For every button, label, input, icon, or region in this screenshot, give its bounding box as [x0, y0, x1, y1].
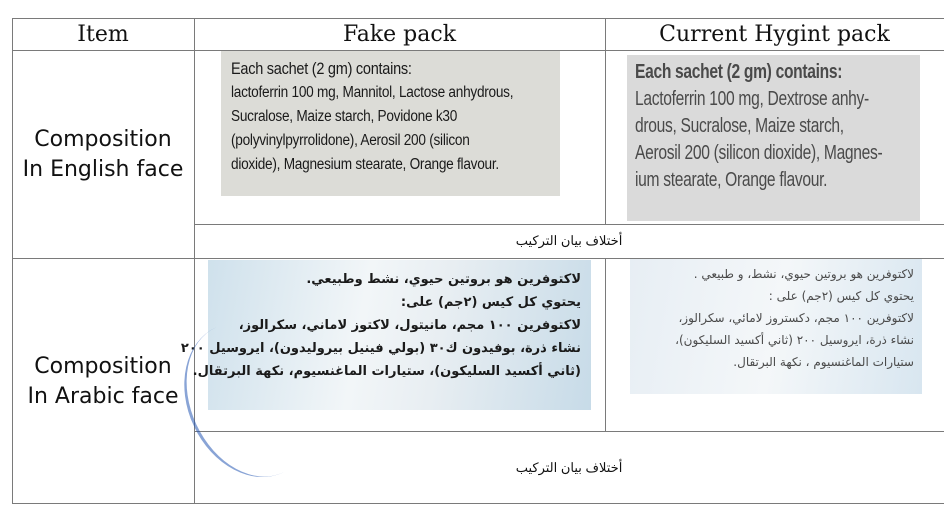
current-pack-english-image [627, 55, 920, 221]
current-pack-arabic-image [630, 259, 922, 394]
header-item: Item [77, 22, 129, 47]
fake-english-line: Each sachet (2 gm) contains: [231, 60, 412, 78]
current-english-line: Each sachet (2 gm) contains: [635, 61, 843, 83]
header-fake-pack: Fake pack [342, 22, 457, 47]
fake-pack-english-image [221, 51, 560, 196]
row-label-arabic-line2: In Arabic face [27, 383, 179, 409]
fake-english-line: dioxide), Magnesium stearate, Orange flavour. [231, 156, 499, 173]
current-arabic-line: نشاء ذرة، ايروسيل ٢٠٠ (ثاني أكسيد السليكون)، [675, 333, 914, 347]
current-english-line: ium stearate, Orange flavour. [635, 169, 828, 191]
fake-arabic-line: نشاء ذرة، بوفيدون ك٣٠ (بولي فينيل بيروليدون)، ايروسيل ٢٠٠ [180, 341, 581, 356]
current-arabic-line: لاكتوفرين هو بروتين حيوي، نشط، و طبيعي . [693, 267, 914, 281]
header-current-pack: Current Hygint pack [659, 22, 890, 47]
current-english-line: Aerosil 200 (silicon dioxide), Magnes- [635, 142, 883, 164]
fake-pack-arabic-image [180, 260, 591, 410]
current-arabic-line: لاكتوفرين ١٠٠ مجم، دكستروز لامائي، سكرالوز، [678, 311, 914, 325]
fake-arabic-line: (ثاني أكسيد السليكون)، ستيارات الماغنسيوم، نكهة البرتقال. [192, 364, 581, 379]
row-label-english [12, 51, 194, 258]
current-arabic-line: يحتوي كل كيس (٢جم) على : [768, 289, 914, 303]
fake-arabic-line: لاكتوفرين ١٠٠ مجم، مانيتول، لاكتوز لاماني، سكرالوز، [238, 318, 581, 333]
current-english-line: drous, Sucralose, Maize starch, [635, 115, 844, 137]
composition-difference-note-english: أختلاف بيان التركيب [515, 233, 623, 248]
fake-english-line: lactoferrin 100 mg, Mannitol, Lactose anhydrous, [231, 84, 514, 101]
fake-english-line: (polyvinylpyrrolidone), Aerosil 200 (silicon [231, 132, 470, 149]
row-label-english-line2: In English face [22, 156, 184, 182]
fake-arabic-line: لاكتوفرين هو بروتين حيوي، نشط وطبيعي. [306, 272, 581, 287]
column-divider-2-lower [605, 258, 606, 431]
row-label-english-line1: Composition [34, 126, 172, 152]
row-label-arabic-line1: Composition [34, 353, 172, 379]
note-divider-english [194, 224, 944, 225]
row-label-arabic [12, 259, 194, 504]
current-arabic-line: ستيارات الماغنسيوم ، نكهة البرتقال. [733, 355, 914, 369]
current-english-line: Lactoferrin 100 mg, Dextrose anhy- [635, 88, 869, 110]
fake-english-line: Sucralose, Maize starch, Povidone k30 [231, 108, 458, 125]
fake-arabic-line: يحتوي كل كيس (٢جم) على: [400, 295, 581, 310]
composition-difference-note-arabic: أختلاف بيان التركيب [515, 460, 623, 475]
